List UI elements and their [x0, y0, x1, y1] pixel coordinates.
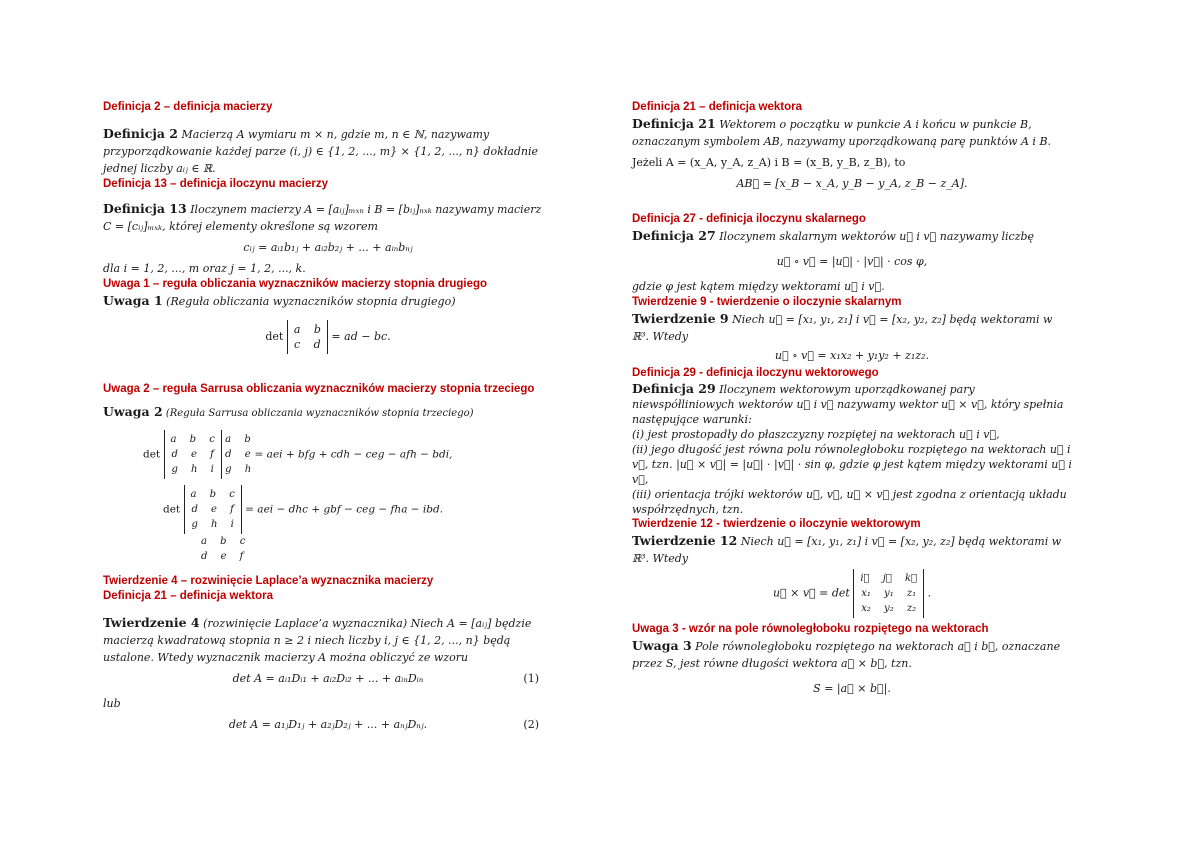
tw9-title: Twierdzenie 9: [632, 311, 729, 326]
def29-text: Iloczynem wektorowym uporządkowanej pary niewspółliniowych wektorów u⃗ i v⃗ nazywamy wektor u⃗ × v⃗, który spełnia następujące warunki:: [632, 383, 1064, 426]
heading-def29: Definicja 29 - definicja iloczynu wektorowego: [632, 367, 879, 379]
sarrus-matrix-2: [184, 485, 242, 534]
tw12-block: [632, 532, 1072, 567]
tw4-eq2-number: (2): [523, 718, 539, 731]
def29-title: Definicja 29: [632, 381, 716, 396]
heading-tw4: Twierdzenie 4 – rozwinięcie Laplace’a wyznacznika macierzy: [103, 575, 434, 587]
uwaga1-matrix: [287, 320, 328, 354]
uwaga2-title: Uwaga 2: [103, 404, 163, 419]
matrix-row: g h: [225, 464, 252, 475]
tw4-eq1-row: [103, 670, 553, 687]
matrix-row: a b: [225, 434, 251, 445]
uwaga2-text: (Reguła Sarrusa obliczania wyznaczników stopnia trzeciego): [165, 408, 474, 419]
tw4-lub: lub: [103, 697, 121, 710]
def13-tail: dla i = 1, 2, ..., m oraz j = 1, 2, ..., k.: [103, 262, 306, 275]
heading-def13: Definicja 13 – definicja iloczynu macierzy: [103, 178, 328, 190]
def29-block: [632, 381, 1072, 427]
sarrus-det-2: det: [163, 503, 181, 516]
heading-uwaga1: Uwaga 1 – reguła obliczania wyznaczników macierzy stopnia drugiego: [103, 278, 488, 290]
tw9-equation: u⃗ ∘ v⃗ = x₁x₂ + y₁y₂ + z₁z₂.: [775, 349, 929, 362]
def2-text: Macierzą A wymiaru m × n, gdzie m, n ∈ ℕ, nazywamy przyporządkowanie każdej parze (i, j) ∈ {1, 2, ..., m} × {1, 2, ..., n} dokładnie jednej liczby aᵢⱼ ∈ ℝ.: [103, 128, 539, 175]
tw12-formula: [632, 569, 1072, 618]
def21-equation: AB⃗ = [x_B − x_A, y_B − y_A, z_B − z_A].: [736, 177, 968, 190]
sarrus-extra-rows: [201, 534, 553, 564]
uwaga1-det: det: [265, 330, 284, 343]
def29-cond-i: (i) jest prostopadły do płaszczyzny rozpiętej na wektorach u⃗ i v⃗,: [632, 428, 1000, 441]
matrix-row: c d: [294, 338, 321, 351]
def13-block: [103, 200, 553, 235]
heading-def21-left: Definicja 21 – definicja wektora: [103, 590, 274, 602]
uwaga3-title: Uwaga 3: [632, 638, 692, 653]
tw4-eq1-number: (1): [523, 672, 539, 685]
matrix-row: x₁ y₁ z₁: [861, 588, 917, 599]
def21-text: Wektorem o początku w punkcie A i końcu w punkcie B, oznaczanym symbolem AB, nazywamy uporządkowaną parę punktów A i B.: [632, 118, 1052, 148]
tw12-title: Twierdzenie 12: [632, 533, 738, 548]
def13-text: Iloczynem macierzy A = [aᵢⱼ]ₘₓₙ i B = [bᵢⱼ]ₙₓₖ nazywamy macierz C = [cᵢⱼ]ₘₓₖ, której elementy określone są wzorem: [103, 203, 542, 233]
def29-cond-iii: (iii) orientacja trójki wektorów u⃗, v⃗, u⃗ × v⃗ jest zgodna z orientacją układu współrzędnych, tzn.: [632, 488, 1067, 516]
sarrus-matrix-1: [164, 430, 222, 479]
tw4-text: (rozwinięcie Laplace’a wyznacznika) Niech A = [aᵢⱼ] będzie macierzą kwadratową stopnia n ≥ 2 i niech liczby i, j ∈ {1, 2, ..., n} będą ustalone. Wtedy wyznacznik macierzy A można obliczyć ze wzoru: [103, 617, 532, 664]
def13-title: Definicja 13: [103, 201, 187, 216]
sarrus-formula-1: [143, 430, 553, 479]
heading-tw9: Twierdzenie 9 - twierdzenie o iloczynie skalarnym: [632, 296, 902, 308]
def27-block: [632, 227, 1072, 245]
heading-def2: Definicja 2 – definicja macierzy: [103, 101, 273, 113]
tw9-block: [632, 310, 1072, 345]
def27-title: Definicja 27: [632, 228, 716, 243]
def21-title: Definicja 21: [632, 116, 716, 131]
def27-text: Iloczynem skalarnym wektorów u⃗ i v⃗ nazywamy liczbę: [719, 230, 1035, 243]
matrix-row: g h i: [171, 464, 214, 475]
heading-uwaga2: Uwaga 2 – reguła Sarrusa obliczania wyznaczników macierzy stopnia trzeciego: [103, 383, 535, 395]
sarrus-extra-cols: [225, 432, 251, 477]
def27-equation: u⃗ ∘ v⃗ = |u⃗| · |v⃗| · cos φ,: [776, 255, 928, 268]
uwaga1-text: (Reguła obliczania wyznaczników stopnia drugiego): [166, 295, 456, 308]
uwaga1-formula: [103, 320, 553, 354]
matrix-row: d e: [225, 449, 251, 460]
matrix-row: d e f: [201, 551, 244, 562]
matrix-row: a b c: [190, 489, 235, 500]
left-column: [103, 100, 553, 737]
heading-def27: Definicja 27 - definicja iloczynu skalarnego: [632, 213, 866, 225]
def21-line: Jeżeli A = (x_A, y_A, z_A) i B = (x_B, y_B, z_B), to: [632, 156, 906, 169]
def2-title: Definicja 2: [103, 126, 178, 141]
matrix-row: a b c: [170, 434, 215, 445]
sarrus-rhs-2: = aei − dhc + gbf − ceg − fha − ibd.: [245, 503, 444, 516]
matrix-row: a b c: [201, 536, 246, 547]
uwaga1-rhs: = ad − bc.: [331, 330, 391, 343]
tw4-eq1: det A = aᵢ₁Dᵢ₁ + aᵢ₂Dᵢ₂ + ... + aᵢₙDᵢₙ: [232, 672, 424, 685]
tw9-text: Niech u⃗ = [x₁, y₁, z₁] i v⃗ = [x₂, y₂, z₂] będą wektorami w ℝ³. Wtedy: [632, 313, 1053, 343]
def2-block: [103, 125, 553, 177]
def29-cond-ii: (ii) jego długość jest równa polu równoległoboku rozpiętego na wektorach u⃗ i v⃗, tzn. |u⃗ × v⃗| = |u⃗| · |v⃗| · sin φ, gdzie φ jest kątem między wektorami u⃗ i v⃗,: [632, 443, 1072, 486]
matrix-row: a b: [293, 323, 321, 336]
sarrus-rhs-1: = aei + bfg + cdh − ceg − afh − bdi,: [254, 448, 453, 461]
sarrus-det-1: det: [143, 448, 161, 461]
tw4-eq2-row: [103, 716, 553, 733]
tw12-text: Niech u⃗ = [x₁, y₁, z₁] i v⃗ = [x₂, y₂, z₂] będą wektorami w ℝ³. Wtedy: [632, 535, 1062, 565]
tw4-block: [103, 614, 553, 666]
matrix-row: d e f: [191, 504, 234, 515]
matrix-row: i⃗ j⃗ k⃗: [860, 573, 918, 584]
heading-def21: Definicja 21 – definicja wektora: [632, 101, 803, 113]
matrix-row: x₂ y₂ z₂: [861, 603, 917, 614]
uwaga1-title: Uwaga 1: [103, 293, 163, 308]
heading-uwaga3: Uwaga 3 - wzór na pole równoległoboku rozpiętego na wektorach: [632, 623, 989, 635]
tw4-title: Twierdzenie 4: [103, 615, 200, 630]
def21-block: [632, 115, 1072, 150]
tw12-matrix: [853, 569, 924, 618]
matrix-row: g h i: [191, 519, 234, 530]
def27-tail: gdzie φ jest kątem między wektorami u⃗ i v⃗.: [632, 280, 885, 293]
def13-equation: cᵢⱼ = aᵢ₁b₁ⱼ + aᵢ₂b₂ⱼ + ... + aᵢₙbₙⱼ: [243, 241, 413, 254]
tw12-lhs: u⃗ × v⃗ = det: [772, 586, 850, 600]
right-column: [632, 100, 1072, 705]
uwaga3-block: [632, 637, 1072, 672]
uwaga1-block: [103, 292, 553, 310]
tw4-eq2: det A = a₁ⱼD₁ⱼ + a₂ⱼD₂ⱼ + ... + aₙⱼDₙⱼ.: [228, 718, 428, 731]
tw12-dot: .: [927, 586, 932, 600]
uwaga2-block: [103, 403, 553, 422]
heading-tw12: Twierdzenie 12 - twierdzenie o iloczynie wektorowym: [632, 518, 921, 530]
matrix-row: d e f: [171, 449, 214, 460]
sarrus-formula-2: [163, 485, 553, 564]
uwaga3-text: Pole równoległoboku rozpiętego na wektorach a⃗ i b⃗, oznaczane przez S, jest równe długości wektora a⃗ × b⃗, tzn.: [632, 640, 1061, 670]
uwaga3-equation: S = |a⃗ × b⃗|.: [813, 682, 891, 695]
